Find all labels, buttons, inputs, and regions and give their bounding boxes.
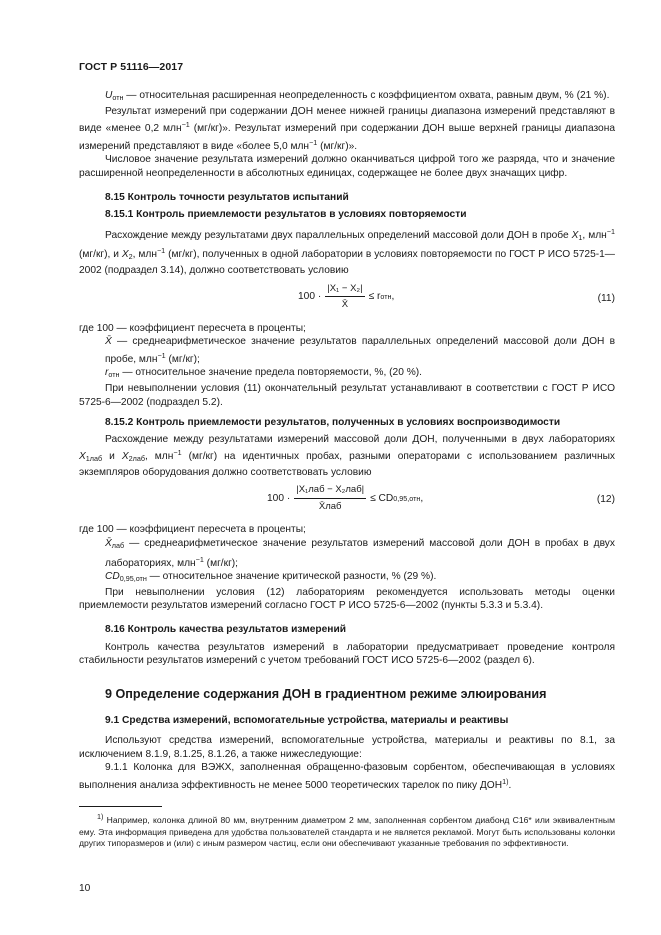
text: (мг/кг)». Результат измерений при содержании ДОН выше верхней границы диапазона измерений представляют в виде «более 5,0 млн	[79, 123, 616, 152]
where-11-c	[79, 366, 615, 382]
text: — относительное значение предела повторяемости, %, (20 %).	[119, 367, 422, 379]
symbol-r: r	[105, 367, 109, 379]
running-header: ГОСТ Р 51116—2017	[79, 61, 184, 73]
formula-numerator: |X₁ − X₂|	[325, 282, 364, 298]
text: .	[508, 779, 512, 791]
footnote-separator	[79, 806, 162, 807]
superscript: −1	[606, 226, 615, 236]
subscript: отн	[108, 370, 120, 380]
text: (мг/кг);	[203, 557, 239, 569]
superscript: −1	[173, 448, 182, 458]
text: Расхождение между результатами двух параллельных определений массовой доли ДОН в пробе	[105, 229, 572, 241]
text: — среднеарифметическое значение результатов параллельных определений массовой доли ДОН в пробе, млн	[105, 336, 615, 365]
heading-8-15: 8.15 Контроль точности результатов испытаний	[105, 191, 349, 203]
formula-denominator: X̄лаб	[318, 501, 342, 513]
text: , млн	[582, 229, 607, 241]
paragraph-fail-11: При невыполнении условия (11) окончательный результат устанавливают в соответствии с ГОСТ Р ИСО 5725-6—2002 (подраздел 5.2).	[79, 382, 615, 408]
formula-number: (12)	[596, 494, 615, 506]
superscript: −1	[309, 137, 318, 147]
symbol-x-mean: X̄	[105, 336, 112, 348]
symbol-x-mean: X̄	[105, 538, 112, 550]
paragraph-reproducibility	[79, 433, 615, 480]
paragraph-quality-control: Контроль качества результатов измерений в лаборатории предусматривает проведение контроля стабильности результатов измерений с учетом требований ГОСТ ИСО 5725-6—2002 (раздел 6).	[79, 641, 615, 667]
superscript: −1	[157, 350, 166, 360]
footnote	[79, 811, 615, 849]
symbol-x: X	[79, 451, 86, 463]
formula-coefficient: 100 ·	[267, 492, 291, 504]
symbol-x: X	[571, 229, 579, 241]
text: (мг/кг), и	[79, 249, 122, 261]
formula-11	[79, 282, 615, 316]
text: — относительная расширенная неопределенность с коэффициентом охвата, равным двум, % (21 %).	[123, 90, 610, 101]
text: — относительное значение критической разности, % (29 %).	[146, 571, 437, 583]
subscript: 2лаб	[128, 454, 145, 464]
symbol-cd: CD	[105, 571, 120, 583]
text: , млн	[144, 451, 174, 463]
page-number: 10	[79, 883, 91, 894]
formula-12-body	[267, 483, 423, 513]
text: Результат измерений при содержании ДОН менее нижней границы диапазона измерений представляют в виде «менее 0,2 млн	[79, 105, 615, 135]
text: — среднеарифметическое значение результатов измерений массовой доли ДОН в пробах в двух лабораториях, млн	[105, 538, 615, 569]
paragraph-result-range	[79, 105, 615, 154]
text: , млн	[132, 249, 157, 261]
subscript: отн	[380, 291, 392, 301]
text: и	[102, 451, 122, 463]
heading-9-1: 9.1 Средства измерений, вспомогательные устройства, материалы и реактивы	[105, 715, 509, 727]
heading-8-15-2: 8.15.2 Контроль приемлемости результатов, полученных в условиях воспроизводимости	[105, 417, 561, 429]
heading-8-16: 8.16 Контроль качества результатов измерений	[105, 624, 346, 636]
heading-8-15-1: 8.15.1 Контроль приемлемости результатов в условиях повторяемости	[105, 209, 467, 221]
formula-fraction	[325, 282, 364, 312]
text: (мг/кг), полученных в одной лаборатории в условиях повторяемости по ГОСТ Р ИСО 5725-1—2002 (подраздел 3.14), должно соответствовать условию	[79, 249, 615, 276]
formula-relation: ≤ r	[368, 290, 381, 302]
symbol-x: X	[121, 451, 129, 463]
where-12-a: где 100 — коэффициент пересчета в проценты;	[79, 524, 306, 536]
text: ,	[420, 492, 424, 504]
paragraph-numeric-value: Числовое значение результата измерений должно оканчиваться цифрой того же разряда, что и значение расширенной неопределенности в абсолютных единицах, содержащее не более двух значащих цифр.	[79, 154, 615, 179]
superscript: −1	[181, 120, 190, 130]
subscript: лаб	[111, 541, 125, 551]
subscript: 0,95,отн	[119, 574, 147, 584]
footnote-text: Например, колонка длиной 80 мм, внутренним диаметром 2 мм, заполненная сорбентом диабонд C16* или эквивалентным ему. Эта информация приведена для удобства пользователей стандарта и не является рекламой. Могут быть использованы колонки других типоразмеров и (или) с иным размером частиц, если они обеспечивают указанные требования по эффективности.	[79, 815, 615, 848]
where-11-b	[79, 335, 615, 366]
subscript: 1лаб	[85, 454, 103, 464]
subscript: отн	[112, 93, 124, 102]
text: (мг/кг);	[165, 353, 200, 365]
text: (мг/кг) на идентичных пробах, разными операторами с использованием различных экземпляров оборудования должно соответствовать условию	[79, 451, 615, 478]
formula-coefficient: 100 ·	[298, 290, 322, 302]
paragraph-9-1-1	[79, 761, 615, 792]
subscript: 1	[578, 232, 583, 242]
subscript: 0,95,отн	[393, 493, 421, 503]
subscript: 2	[128, 252, 133, 262]
where-12-b	[79, 537, 615, 570]
footnote-reference: 1)	[502, 776, 509, 786]
paragraph-uotn	[79, 89, 615, 105]
symbol-u: U	[105, 90, 113, 101]
text: ,	[391, 290, 395, 302]
text: Расхождение между результатами измерений массовой доли ДОН, полученными в двух лабораториях	[105, 433, 615, 445]
formula-number: (11)	[597, 292, 615, 304]
footnote-mark: 1)	[97, 812, 104, 822]
text: 9.1.1 Колонка для ВЭЖХ, заполненная обращенно-фазовым сорбентом, обеспечивающая в условиях выполнения анализа эффективность не менее 5000 теоретических тарелок по пику ДОН	[79, 762, 615, 791]
superscript: −1	[195, 554, 204, 564]
where-11-a: где 100 — коэффициент пересчета в проценты;	[79, 322, 306, 334]
formula-relation: ≤ CD	[370, 492, 394, 504]
formula-denominator: X̄	[341, 299, 349, 311]
paragraph-repeatability	[79, 225, 615, 278]
superscript: −1	[156, 246, 166, 256]
heading-section-9: 9 Определение содержания ДОН в градиентном режиме элюирования	[105, 686, 547, 701]
page-content	[79, 89, 615, 849]
symbol-x: X	[121, 249, 129, 261]
formula-numerator: |X₁лаб − X₂лаб|	[294, 483, 366, 499]
formula-fraction	[294, 483, 366, 513]
text: (мг/кг)».	[317, 140, 358, 152]
paragraph-9-1: Используют средства измерений, вспомогательные устройства, материалы и реактивы по 8.1, за исключением 8.1.9, 8.1.25, 8.1.26, а также нижеследующие:	[79, 735, 615, 760]
formula-12	[79, 483, 615, 517]
formula-11-body	[298, 282, 394, 312]
paragraph-fail-12: При невыполнении условия (12) лабораториям рекомендуется использовать методы оценки приемлемости результатов измерений согласно ГОСТ Р ИСО 5725-6—2002 (пункты 5.3.3 и 5.3.4).	[79, 586, 615, 612]
where-12-c	[79, 570, 615, 586]
